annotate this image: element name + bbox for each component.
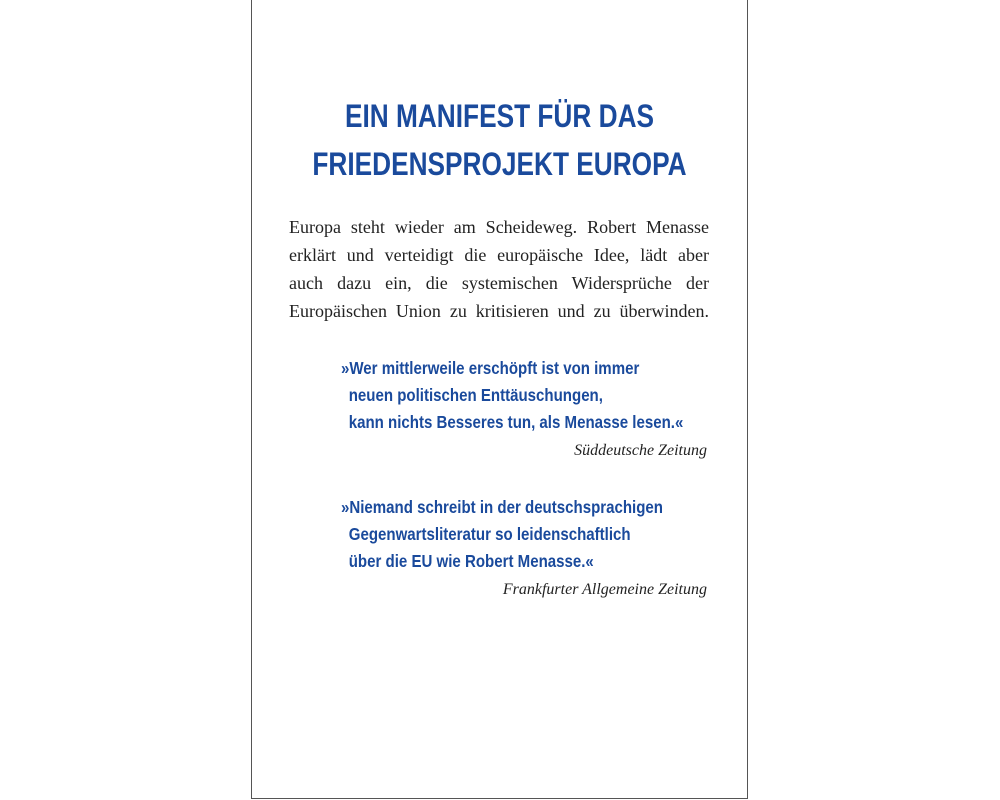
- headline: [297, 92, 703, 188]
- review-quote-sueddeutsche: [341, 355, 721, 462]
- blurb-line: erklärt und verteidigt die europäische Idee, lädt aber: [289, 245, 709, 265]
- quote-line: über die EU wie Robert Menasse.«: [348, 551, 594, 571]
- quote-line: »Wer mittlerweile erschöpft ist von immer: [341, 358, 640, 378]
- blurb-paragraph: [289, 213, 709, 325]
- quote-line: neuen politischen Enttäuschungen,: [348, 385, 603, 405]
- blurb-line: auch dazu ein, die systemischen Widersprüche der: [289, 273, 709, 293]
- quote-line: kann nichts Besseres tun, als Menasse lesen.«: [348, 412, 684, 432]
- quote-source: Süddeutsche Zeitung: [574, 442, 707, 459]
- review-quote-faz: [341, 494, 721, 601]
- quote-line: »Niemand schreibt in der deutschsprachigen: [341, 497, 663, 517]
- quote-line: Gegenwartsliteratur so leidenschaftlich: [348, 524, 631, 544]
- book-back-cover: [251, 0, 748, 799]
- blurb-line: Europa steht wieder am Scheideweg. Robert Menasse: [289, 217, 709, 237]
- headline-line-1: EIN MANIFEST FÜR DAS: [344, 98, 655, 134]
- quote-source: Frankfurter Allgemeine Zeitung: [502, 581, 707, 598]
- headline-line-2: FRIEDENSPROJEKT EUROPA: [312, 146, 687, 182]
- blurb-line: Europäischen Union zu kritisieren und zu überwinden.: [289, 301, 709, 321]
